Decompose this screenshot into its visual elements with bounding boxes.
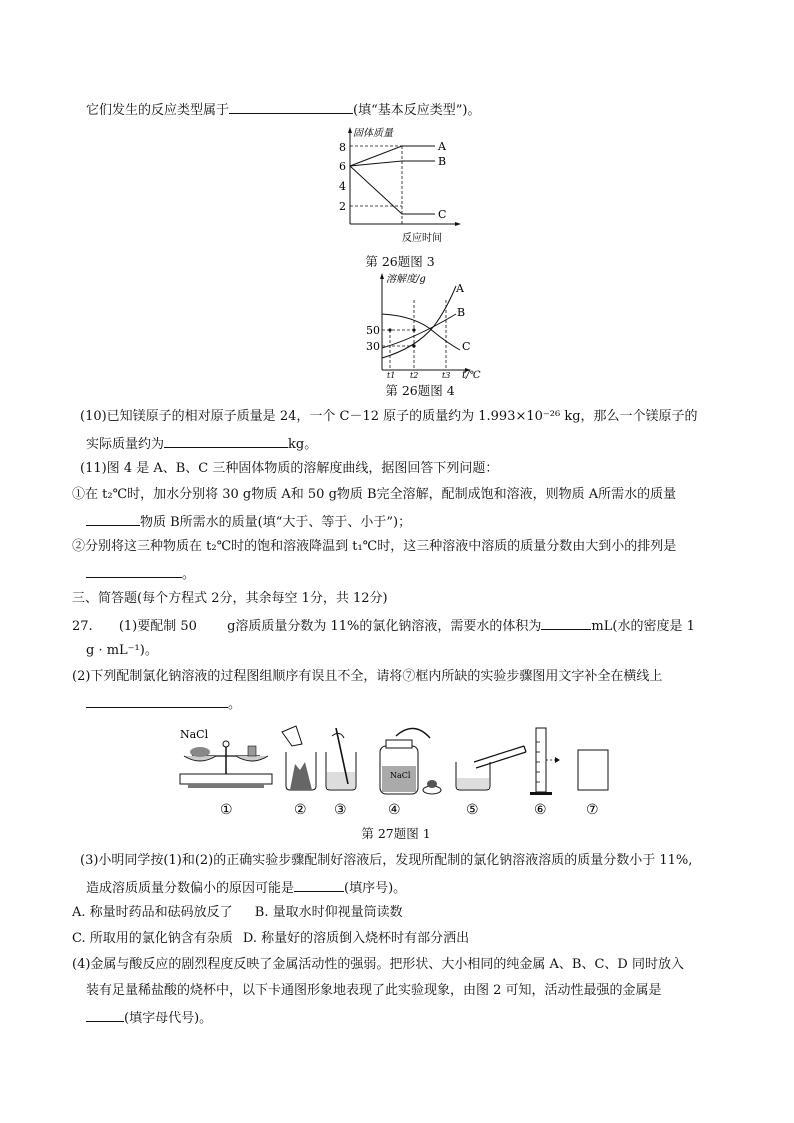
fig4-caption: 第 26题图 4 <box>385 383 455 398</box>
mg-mass-blank[interactable] <box>164 434 288 448</box>
fig4-y-arrow <box>380 273 384 279</box>
fig4-xtick-t1: t1 <box>387 371 396 380</box>
q27-p4-line1: (4)金属与酸反应的剧烈程度反映了金属活动性的强弱。把形状、大小相同的纯金属 A、B、C、D 同时放入 <box>72 957 684 972</box>
step-label-3: ③ <box>334 802 347 818</box>
fig4-curve-B <box>382 314 456 348</box>
fig3-label-C: C <box>438 208 447 221</box>
q26-reaction-type-line <box>86 100 480 120</box>
fig3-ytick-4: 4 <box>339 180 346 193</box>
fig3-label-A: A <box>438 140 446 153</box>
fig3-ylabel: 固体质量 <box>353 128 393 139</box>
q27-p3-hint: (填序号)。 <box>344 881 407 896</box>
fig4-point-1 <box>388 328 391 331</box>
q26-reaction-hint: (填“基本反应类型”)。 <box>353 103 481 118</box>
step2-pour-solid-icon <box>282 726 316 790</box>
section3-title: 三、简答题(每个方程式 2分，其余每空 1分，共 12分) <box>72 591 388 606</box>
fig4-ytick-50: 50 <box>366 324 380 337</box>
q27-p1-line1 <box>72 616 695 636</box>
fig4-label-B: B <box>457 306 466 319</box>
fig3-x-arrow <box>455 222 461 226</box>
order-blank[interactable] <box>86 564 182 578</box>
balance-label: NaCl <box>180 728 209 741</box>
q10-line1: (10)已知镁原子的相对原子质量是 24，一个 C－12 原子的质量约为 1.993×10⁻²⁶ kg，那么一个镁原子的 <box>80 409 698 424</box>
step-label-2: ② <box>294 802 307 818</box>
q10-text: 实际质量约为 <box>86 437 165 452</box>
fig4-ylabel: 溶解度/g <box>386 274 426 285</box>
fig4-label-C: C <box>462 340 471 353</box>
q10-line2 <box>86 434 317 454</box>
reaction-type-blank[interactable] <box>229 100 353 114</box>
q27-p4-line3 <box>86 1008 212 1028</box>
fig4-solubility-graph <box>356 270 486 382</box>
q27-p4-line2: 装有足量稀盐酸的烧杯中，以下卡通图形象地表现了此实验现象，由图 2 可知，活动性最强的金属是 <box>86 983 662 998</box>
fig4-ytick-30: 30 <box>366 340 380 353</box>
fig4-xlabel: t/℃ <box>462 370 481 381</box>
q27-p2-line2 <box>86 694 241 714</box>
water-volume-blank[interactable] <box>541 616 591 630</box>
step-label-1: ① <box>220 802 233 818</box>
q11-intro: (11)图 4 是 A、B、C 三种固体物质的溶解度曲线，据图回答下列问题： <box>80 461 499 476</box>
fig4-label-A: A <box>456 282 464 295</box>
most-active-metal-blank[interactable] <box>86 1008 124 1022</box>
q10-unit: kg。 <box>288 437 318 452</box>
jar-label: NaCl <box>390 771 411 780</box>
q11-1-line2 <box>86 512 411 532</box>
fig3-xlabel: 反应时间 <box>402 233 442 244</box>
fig3-line-B <box>350 161 435 166</box>
q11-2-line2 <box>86 564 195 584</box>
step5-pour-water-icon <box>456 746 526 790</box>
step3-stir-icon <box>326 728 356 790</box>
fig27-caption: 第 27题图 1 <box>361 826 431 841</box>
fig4-xtick-t3: t3 <box>442 371 451 380</box>
q11-2-line1: ②分别将这三种物质在 t₂℃时的饱和溶液降温到 t₁℃时，这三种溶液中溶质的质量分数由大到小的排列是 <box>72 539 677 554</box>
q27-number: 27. <box>72 619 93 634</box>
fig4-xtick-t2: t2 <box>410 371 419 380</box>
step-label-7: ⑦ <box>586 802 599 818</box>
fig27-steps-illustration <box>174 722 624 822</box>
step6-cylinder-icon <box>530 728 560 795</box>
q27-p1-a: (1)要配制 50 <box>118 619 197 634</box>
q27-p3-line2 <box>86 878 406 898</box>
step4-reagent-jar-icon <box>380 728 441 794</box>
option-D: D. 称量好的溶质倒入烧杯时有部分洒出 <box>242 931 470 946</box>
fig4-point-2 <box>412 328 415 331</box>
option-B: B. 量取水时仰视量筒读数 <box>254 905 403 920</box>
fig3-line-C <box>350 166 435 214</box>
fig3-ytick-2: 2 <box>339 200 346 213</box>
step7-empty-box <box>578 750 608 790</box>
option-C: C. 所取用的氯化钠含有杂质 <box>72 931 233 946</box>
q27-p3-line1: (3)小明同学按(1)和(2)的正确实验步骤配制好溶液后，发现所配制的氯化钠溶液溶质的质量分数小于 11%, <box>80 853 693 868</box>
fig3-y-arrow <box>348 127 352 133</box>
fig3-line-A <box>350 146 435 166</box>
q11-2-end: 。 <box>182 567 196 582</box>
q27-p3-text: 造成溶质质量分数偏小的原因可能是 <box>86 881 295 896</box>
fig4-point-3 <box>412 344 415 347</box>
q27-options-row2 <box>72 930 469 948</box>
q27-options-row1 <box>72 904 403 922</box>
q11-1-text: 物质 B所需水的质量(填“大于、等于、小于”)； <box>140 515 412 530</box>
q27-p2-line1: (2)下列配制氯化钠溶液的过程图组顺序有误且不全，请将⑦框内所缺的实验步骤图用文字补全在横线上 <box>72 669 663 684</box>
fig3-caption: 第 26题图 3 <box>365 254 435 269</box>
q27-p2-end: 。 <box>228 697 242 712</box>
step-label-4: ④ <box>388 802 401 818</box>
q27-p1-b: g溶质质量分数为 11%的氯化钠溶液，需要水的体积为 <box>227 619 542 634</box>
fig3-label-B: B <box>438 155 447 168</box>
fig3-ytick-6: 6 <box>339 160 346 173</box>
q27-p1-line2: g · mL⁻¹)。 <box>86 643 158 658</box>
q27-p1-c: mL(水的密度是 1 <box>591 619 695 634</box>
option-A: A. 称量时药品和砝码放反了 <box>72 905 233 920</box>
q26-reaction-text: 它们发生的反应类型属于 <box>86 103 230 118</box>
compare-water-blank[interactable] <box>86 512 140 526</box>
q27-p4-end: (填字母代号)。 <box>124 1011 213 1026</box>
missing-step-blank[interactable] <box>86 694 228 708</box>
step1-balance-icon <box>180 728 272 788</box>
fig3-mass-time-graph <box>330 124 470 246</box>
step-label-6: ⑥ <box>534 802 547 818</box>
reason-blank[interactable] <box>294 878 344 892</box>
fig3-ytick-8: 8 <box>339 141 346 154</box>
step-label-5: ⑤ <box>466 802 479 818</box>
q11-1-line1: ①在 t₂℃时，加水分别将 30 g物质 A和 50 g物质 B完全溶解，配制成饱和溶液，则物质 A所需水的质量 <box>72 487 677 502</box>
